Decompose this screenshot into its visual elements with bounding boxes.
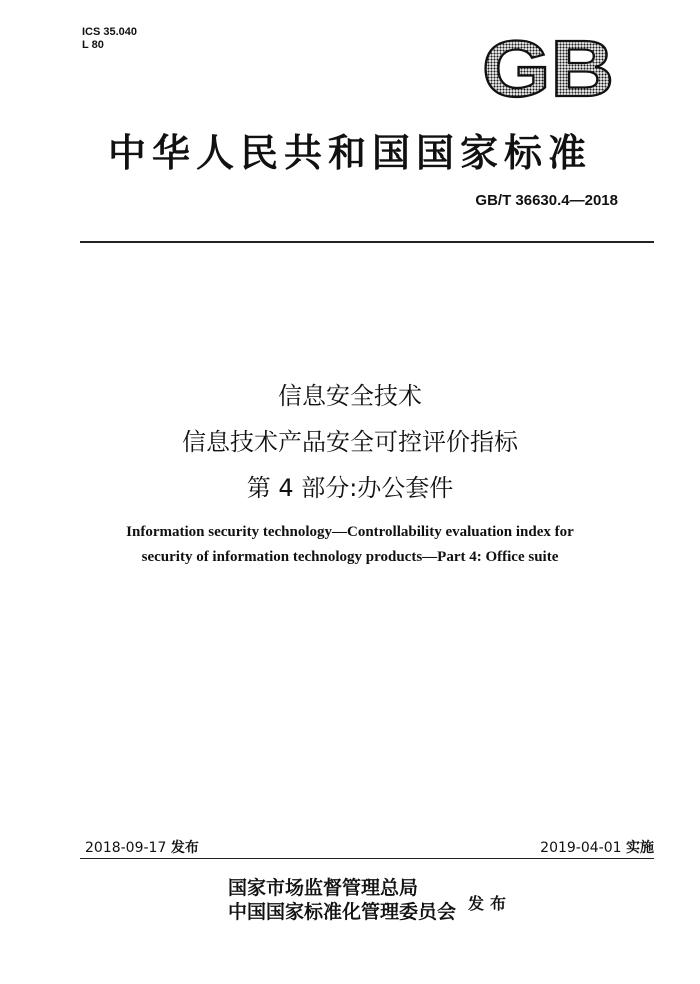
issue-date-block (85, 837, 199, 857)
standard-number: GB/T 36630.4—2018 (475, 192, 618, 209)
implement-date-block (540, 837, 654, 857)
top-divider (80, 241, 654, 243)
issuer-line-2: 中国国家标准化管理委员会 (228, 901, 457, 923)
title-cn-line-3: 第 4 部分:办公套件 (246, 474, 454, 502)
implement-date: 2019-04-01 (540, 840, 622, 856)
bottom-divider (80, 858, 654, 859)
title-en-line-1: Information security technology—Controllability evaluation index for (126, 524, 574, 540)
issuer-line-1: 国家市场监督管理总局 (228, 877, 419, 899)
title-cn-line-2: 信息技术产品安全可控评价指标 (182, 428, 518, 456)
classification-codes (82, 26, 137, 52)
ccs-code: L 80 (82, 39, 104, 51)
national-standard-title: 中华人民共和国国家标准 (107, 130, 592, 175)
issue-label: 发布 (170, 840, 199, 856)
ics-code: ICS 35.040 (82, 26, 138, 38)
implement-label: 实施 (626, 840, 654, 856)
title-en-line-2: security of information technology products—Part 4: Office suite (141, 549, 559, 565)
issuing-authorities (228, 876, 456, 924)
title-cn-line-1: 信息安全技术 (278, 382, 422, 410)
gb-logo-text: GB (482, 34, 614, 104)
publish-label: 发布 (468, 894, 513, 913)
gb-logo (478, 34, 618, 104)
issue-date: 2018-09-17 (85, 840, 167, 856)
